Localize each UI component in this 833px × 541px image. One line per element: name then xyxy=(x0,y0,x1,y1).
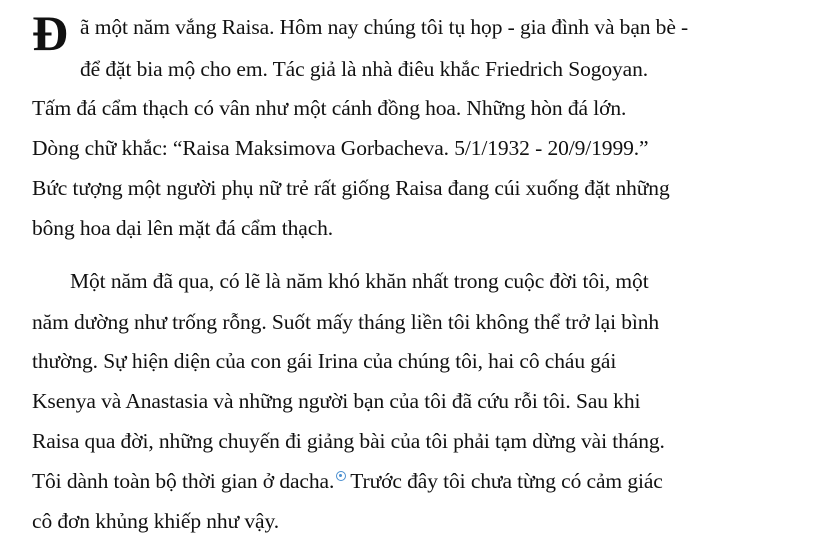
footnote-marker-icon[interactable] xyxy=(336,471,346,481)
paragraph2-line-2: năm dường như trống rỗng. Suốt mấy tháng liền tôi không thể trở lại bình xyxy=(32,310,660,334)
paragraph1-line-3: Tấm đá cẩm thạch có vân như một cánh đồng hoa. Những hòn đá lớn. xyxy=(32,96,627,120)
paragraph1-line-1: ã một năm vắng Raisa. Hôm nay chúng tôi tụ họp - gia đình và bạn bè - xyxy=(80,15,689,39)
paragraph2-line-6 xyxy=(32,468,663,494)
paragraph2-line-7: cô đơn khủng khiếp như vậy. xyxy=(32,509,280,533)
paragraph1-line-6: bông hoa dại lên mặt đá cẩm thạch. xyxy=(32,216,334,240)
paragraph2-line-6-text-after-note: Trước đây tôi chưa từng có cảm giác xyxy=(350,469,663,493)
paragraph1-line-4: Dòng chữ khắc: “Raisa Maksimova Gorbacheva. 5/1/1932 - 20/9/1999.” xyxy=(32,136,649,160)
paragraph2-line-1: Một năm đã qua, có lẽ là năm khó khăn nhất trong cuộc đời tôi, một xyxy=(70,269,649,293)
paragraph1-line-2: để đặt bia mộ cho em. Tác giả là nhà điêu khắc Friedrich Sogoyan. xyxy=(80,57,649,81)
paragraph2-line-6-text-before-note: Tôi dành toàn bộ thời gian ở dacha. xyxy=(32,469,335,493)
drop-cap: Đ xyxy=(32,5,69,61)
paragraph1-line-5: Bức tượng một người phụ nữ trẻ rất giống Raisa đang cúi xuống đặt những xyxy=(32,176,670,200)
paragraph2-line-3: thường. Sự hiện diện của con gái Irina của chúng tôi, hai cô cháu gái xyxy=(32,349,617,373)
paragraph2-line-4: Ksenya và Anastasia và những người bạn của tôi đã cứu rỗi tôi. Sau khi xyxy=(32,389,641,413)
paragraph2-line-5: Raisa qua đời, những chuyến đi giảng bài của tôi phải tạm dừng vài tháng. xyxy=(32,429,665,453)
